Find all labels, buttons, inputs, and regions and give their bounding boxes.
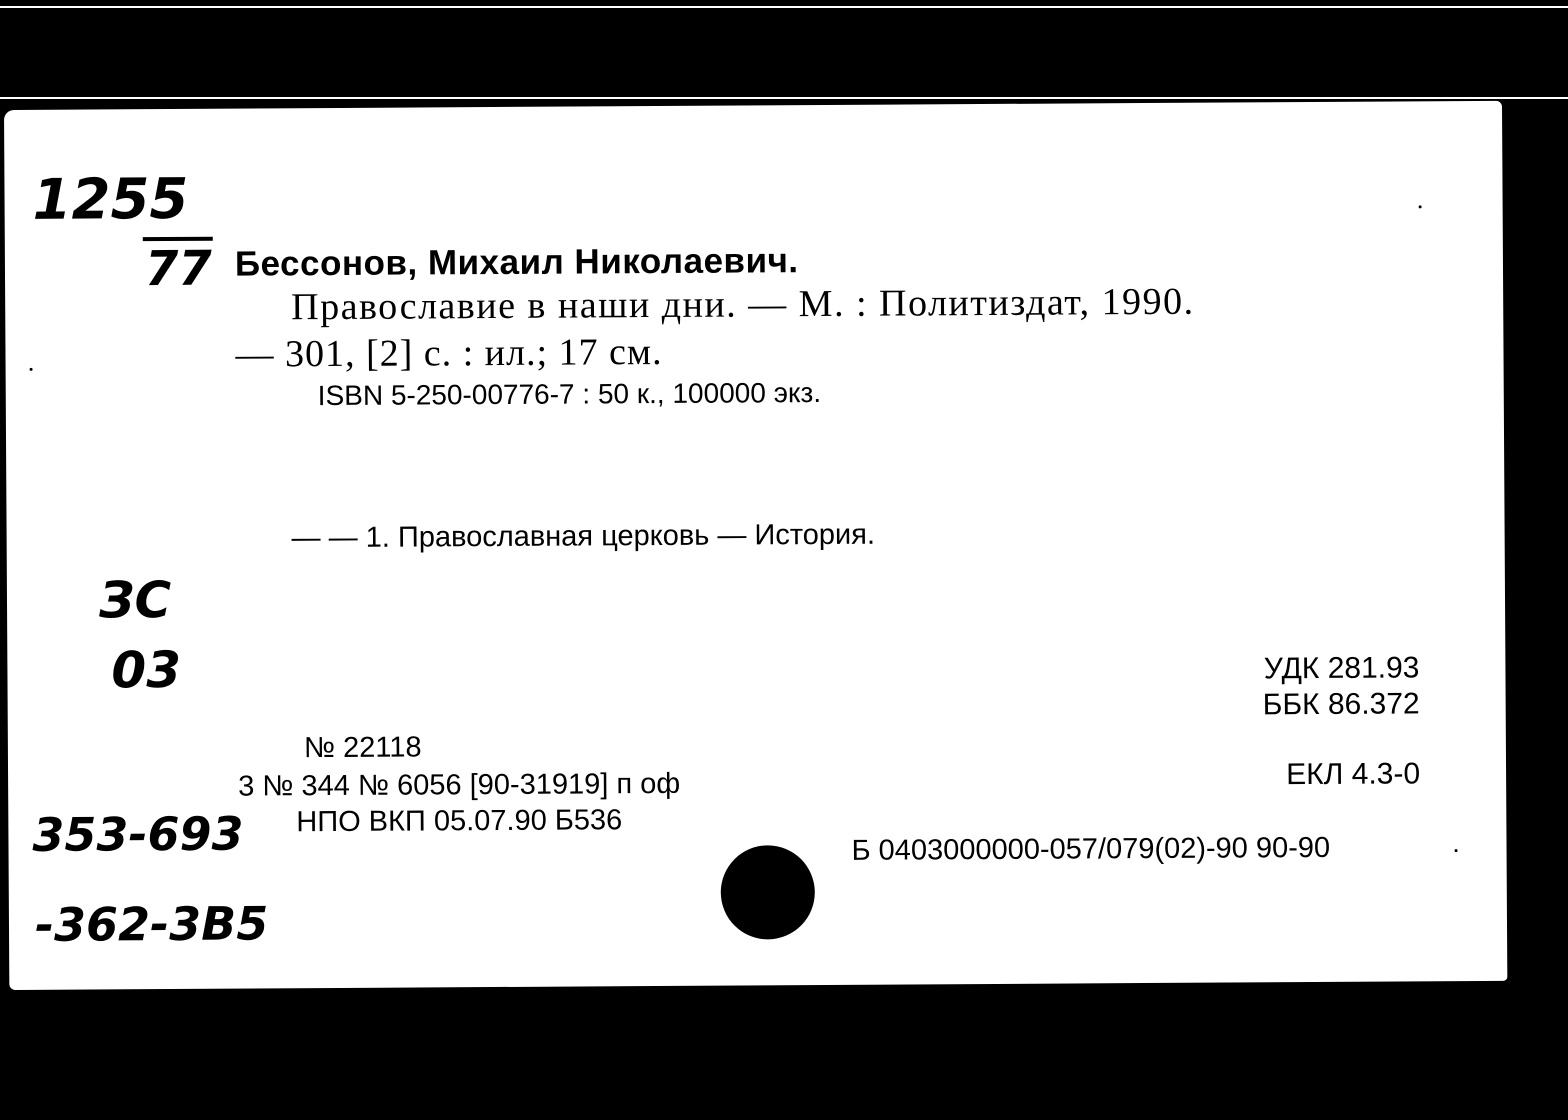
dust-speck: [1455, 849, 1458, 852]
isbn-line: ISBN 5-250-00776-7 : 50 к., 100000 экз.: [317, 377, 822, 412]
shelf-mark-bottom: 77: [144, 240, 212, 298]
top-border-line: [0, 6, 1568, 8]
dust-speck: [30, 368, 33, 371]
distribution-code: Б 0403000000-057/079(02)-90 90-90: [851, 831, 1331, 867]
udk-code: УДК 281.93: [1263, 651, 1420, 686]
catalog-card: [4, 101, 1507, 990]
printer-line: НПО ВКП 05.07.90 Б536: [296, 804, 623, 839]
shelf-mark-top: 1255: [32, 166, 189, 233]
dust-speck: [1419, 205, 1422, 208]
print-order: 3 № 344 № 6056 [90-31919] п оф: [238, 767, 681, 803]
handwritten-code-1: ЗС: [98, 570, 172, 630]
author-heading: Бессонов, Михаил Николаевич.: [234, 241, 799, 284]
handwritten-code-2: 03: [111, 640, 182, 700]
bbk-code: ББК 86.372: [1262, 687, 1420, 722]
handwritten-number-1: 353-693: [32, 806, 244, 862]
handwritten-number-2: -362-3В5: [34, 896, 269, 952]
title-line: Православие в наши дни. — М. : Политиздат, 1990.: [291, 280, 1195, 329]
pages-line: — 301, [2] с. : ил.; 17 см.: [235, 330, 663, 376]
punch-hole: [721, 845, 816, 940]
print-number: № 22118: [303, 731, 422, 765]
scan-border-line: [0, 97, 1568, 99]
ekl-code: ЕКЛ 4.3-0: [1286, 757, 1421, 792]
subject-heading: — — 1. Православная церковь — История.: [291, 518, 876, 555]
